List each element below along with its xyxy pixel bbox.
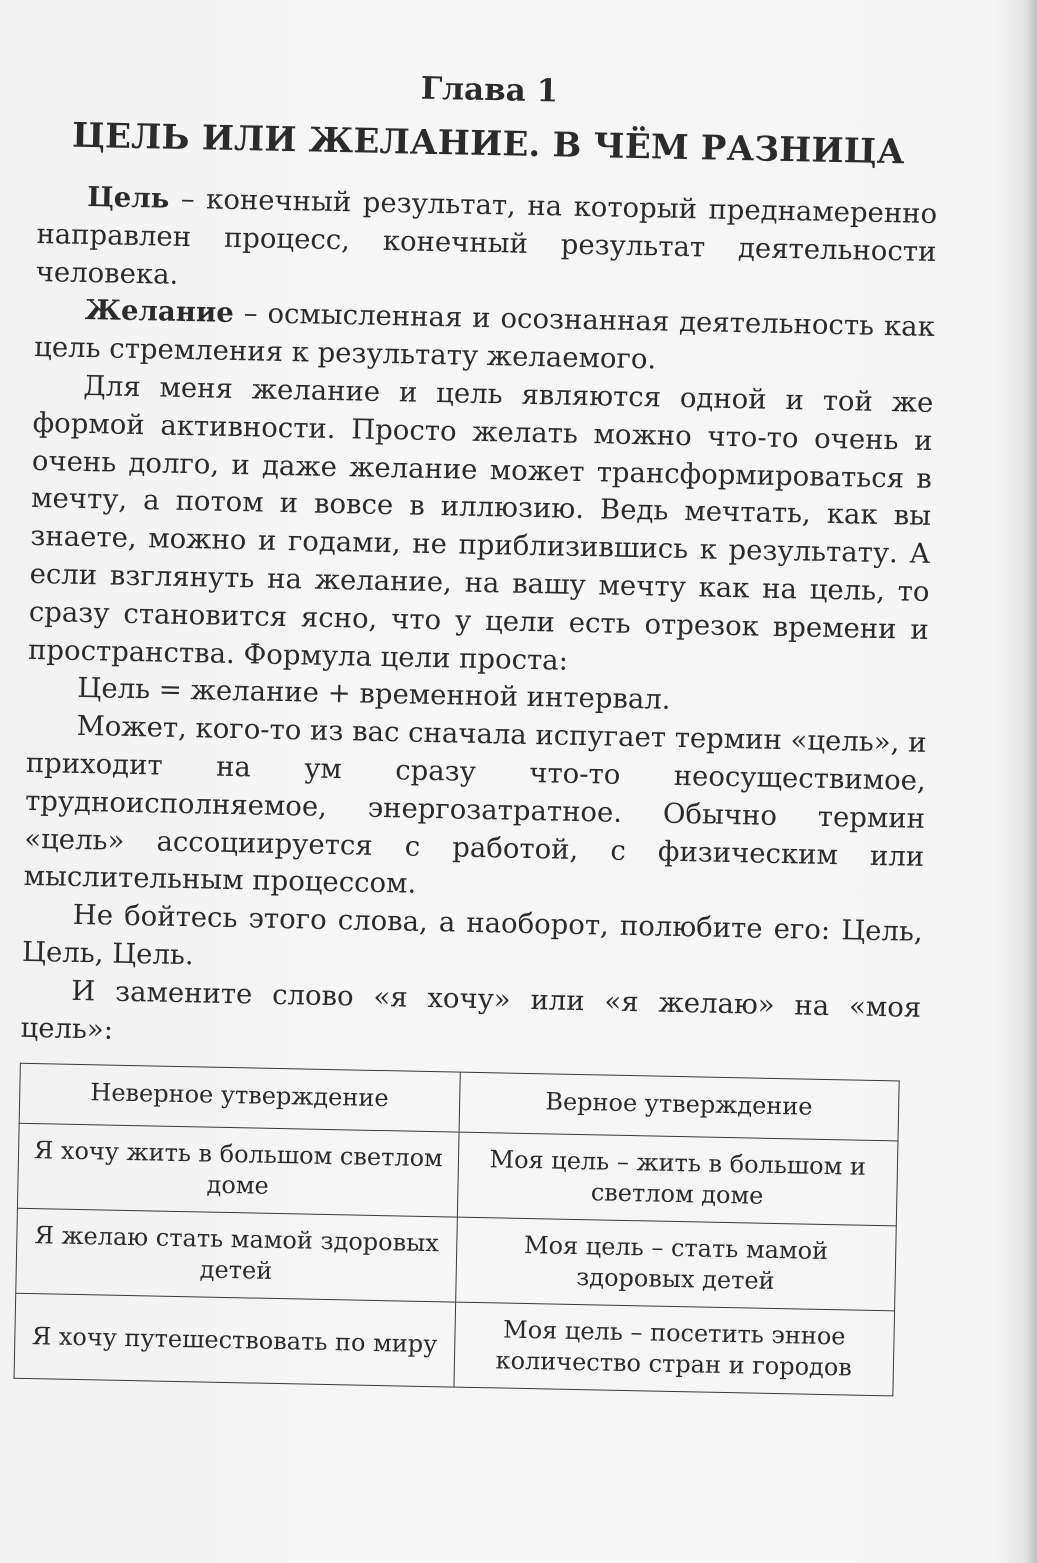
chapter-title: ЦЕЛЬ ИЛИ ЖЕЛАНИЕ. В ЧЁМ РАЗНИЦА bbox=[71, 115, 906, 173]
wrong-statement-cell: Я хочу путешествовать по миру bbox=[14, 1294, 455, 1388]
chapter-number: Глава 1 bbox=[420, 70, 559, 110]
paragraph: И замените слово «я хочу» или «я желаю» на «моя цель»: bbox=[20, 974, 922, 1046]
wrong-statement-cell: Я желаю стать мамой здоровых детей bbox=[16, 1209, 457, 1303]
term-desire: Желание bbox=[84, 294, 235, 330]
comparison-table bbox=[14, 1063, 900, 1397]
header-wrong-statement: Неверное утверждение bbox=[19, 1064, 460, 1133]
right-statement-cell: Моя цель – посетить энное количество стран и городов bbox=[453, 1302, 894, 1396]
table-row bbox=[14, 1294, 895, 1397]
wrong-statement-cell: Я хочу жить в большом светлом доме bbox=[17, 1124, 458, 1218]
page-content bbox=[14, 60, 940, 1397]
paragraph: Для меня желание и цель являются одной и той же формой активности. Просто желать можно что-то очень и очень долго, и даже желание может трансформироваться в мечту, а потом и вовсе в иллюзию. Ведь мечтать, как вы знаете, можно и годами, не приблизившись к результату. А если взглянуть на желание, на вашу мечту как на цель, то сразу становится ясно, что у цели есть отрезок времени и пространства. Формула цели проста: bbox=[27, 369, 934, 677]
body-text bbox=[20, 178, 937, 1065]
paragraph-goal-definition bbox=[35, 178, 937, 309]
page-edge-shadow bbox=[1023, 0, 1037, 1563]
definition-goal: – конечный результат, на который преднамеренно направлен процесс, конечный результат деятельности человека. bbox=[35, 182, 938, 291]
paragraph-formula: Цель = желание + временной интервал. bbox=[77, 672, 671, 717]
header-right-statement: Верное утверждение bbox=[459, 1072, 900, 1141]
paragraph: Может, кого-то из вас сначала испугает термин «цель», и приходит на ум сразу что-то неосуществимое, трудноисполняемое, энергозатратное. Обычно термин «цель» ассоциируется с работой, с физическим или мыслительным процессом. bbox=[23, 710, 927, 901]
right-statement-cell: Моя цель – жить в большом и светлом доме bbox=[457, 1132, 898, 1226]
definition-desire: – осмысленная и осознанная деятельность как цель стремления к результату желаемого. bbox=[33, 297, 936, 376]
paragraph: Не бойтесь этого слова, а наоборот, полюбите его: Цель, Цель, Цель. bbox=[21, 898, 923, 972]
term-goal: Цель bbox=[86, 180, 170, 215]
right-statement-cell: Моя цель – стать мамой здоровых детей bbox=[455, 1217, 896, 1311]
